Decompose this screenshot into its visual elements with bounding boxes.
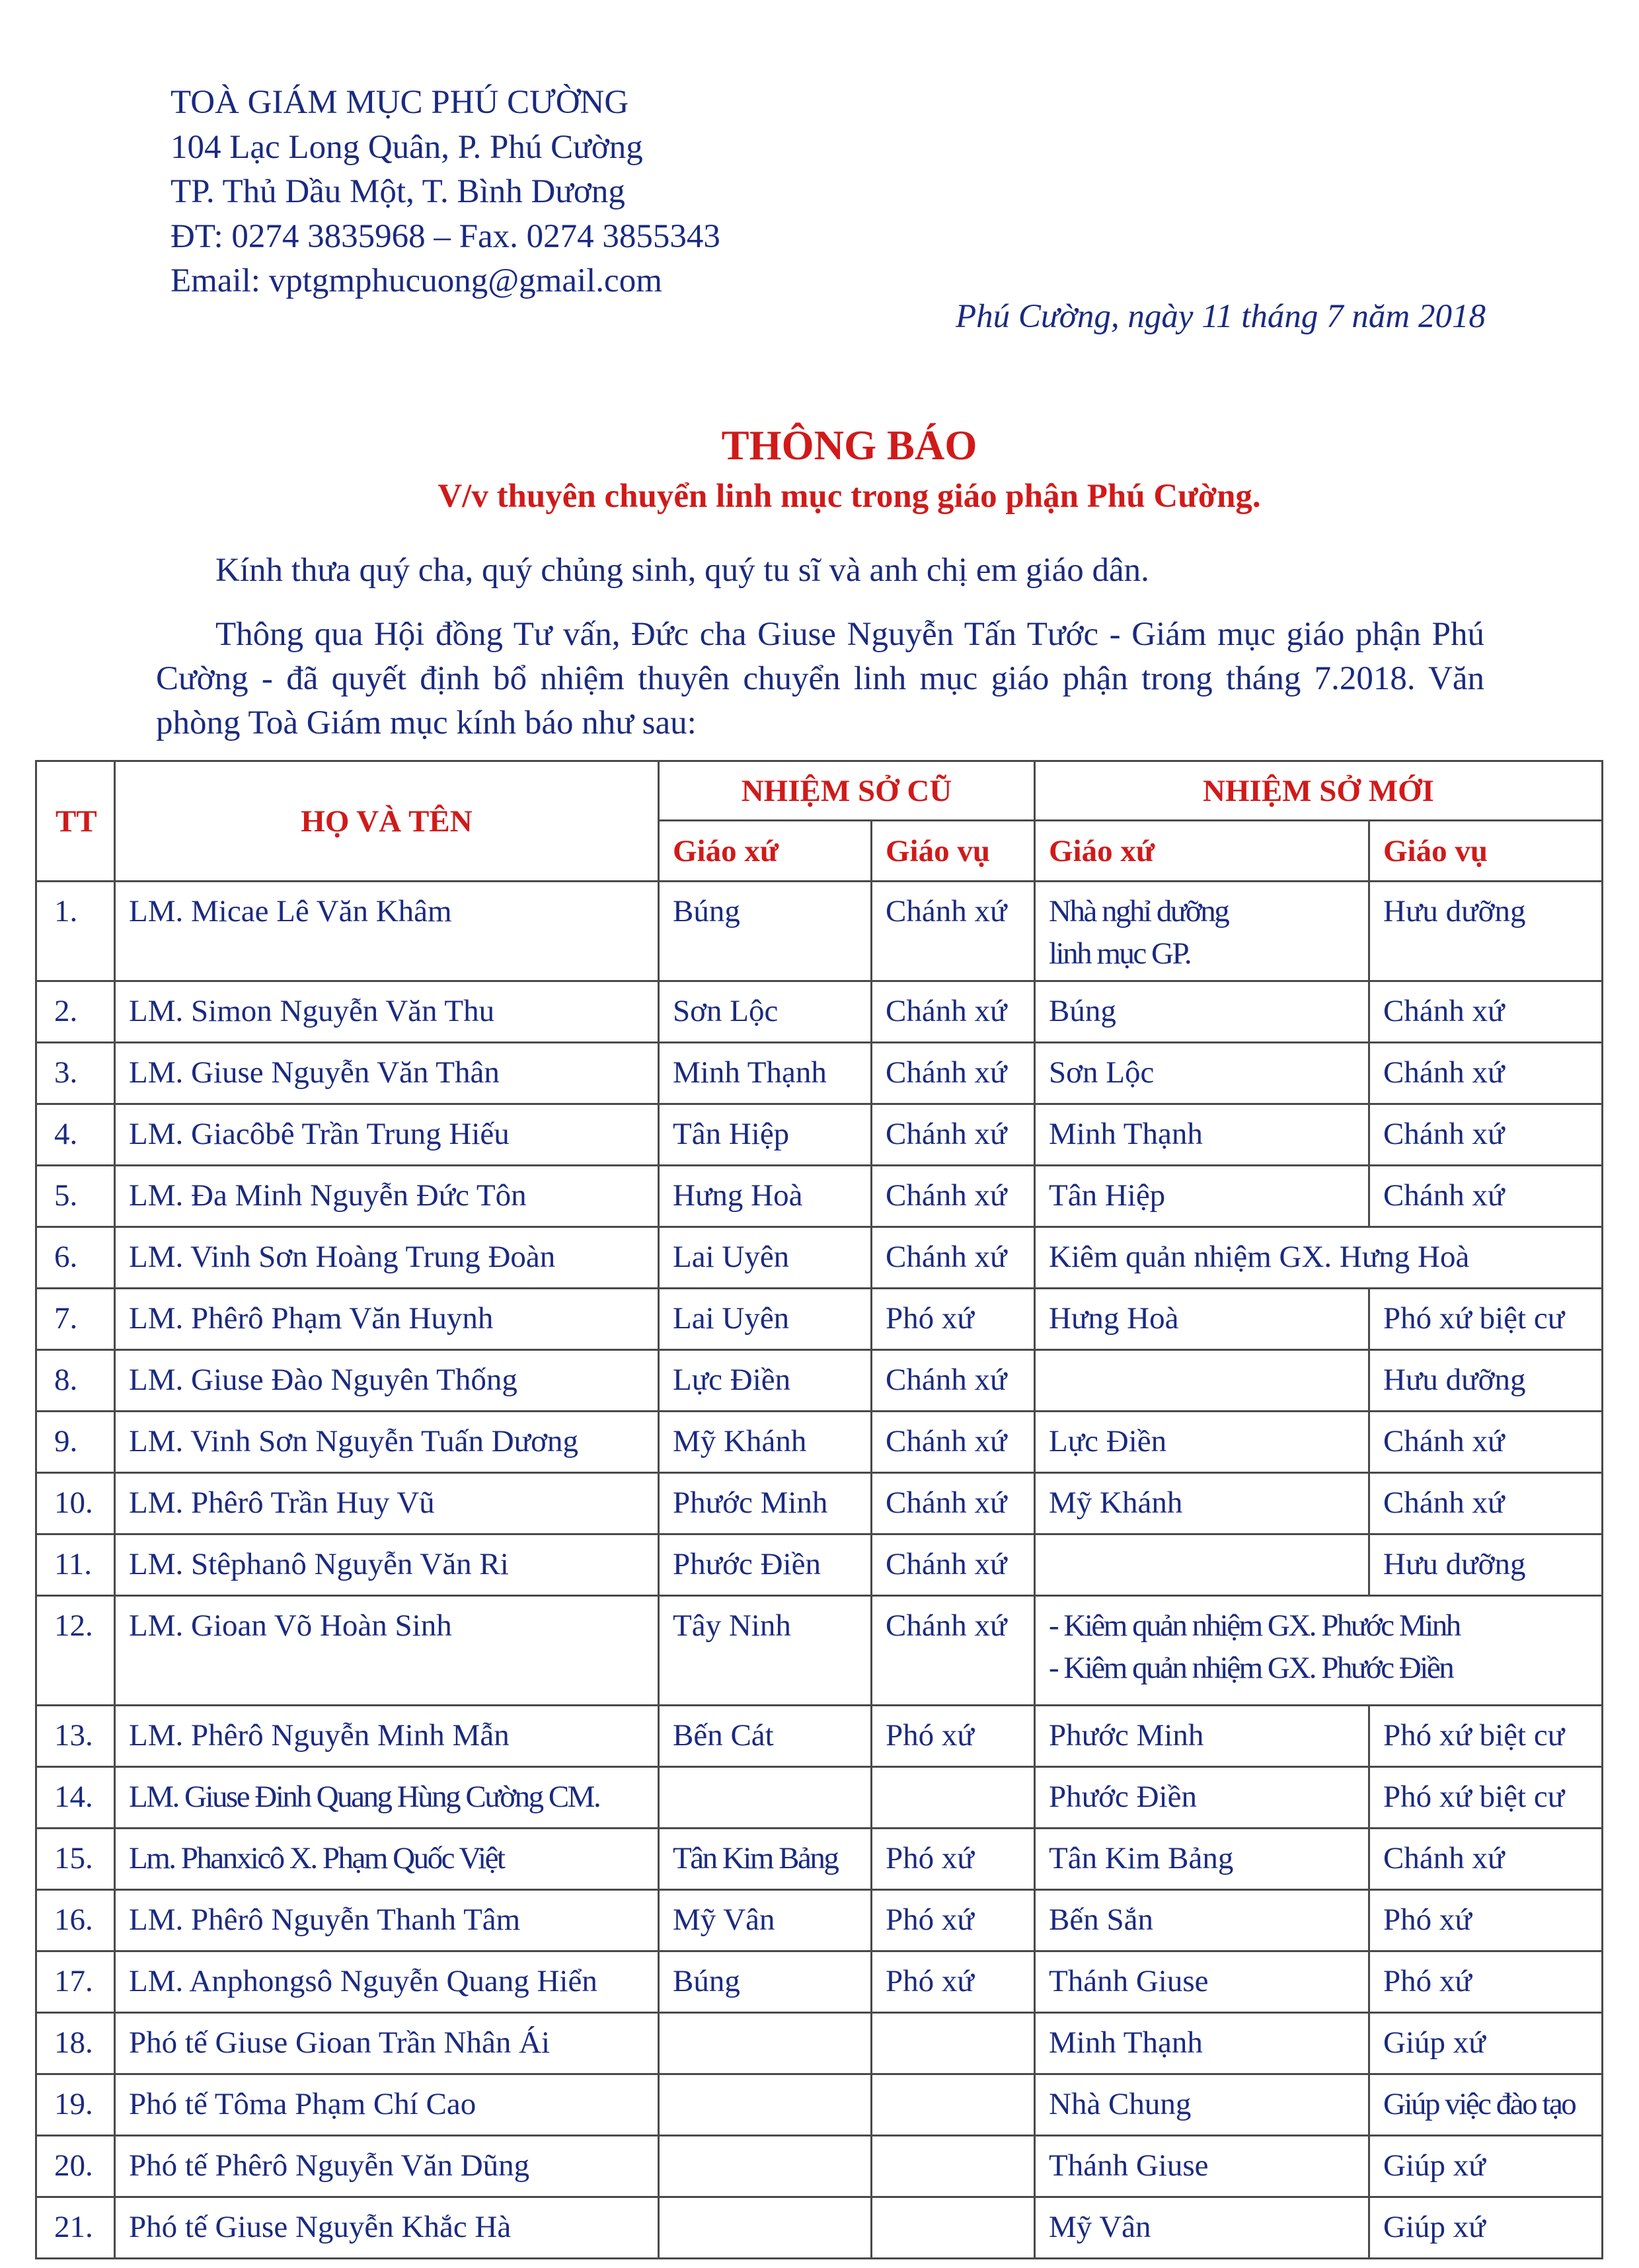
row-number: 21.	[36, 2197, 115, 2259]
row-number: 5.	[36, 1166, 115, 1227]
old-role: Phó xứ	[872, 1289, 1035, 1350]
priest-name: Phó tế Tôma Phạm Chí Cao	[115, 2074, 659, 2136]
new-role: Giúp việc đào tạo	[1369, 2074, 1603, 2136]
priest-name: Phó tế Giuse Gioan Trần Nhân Ái	[115, 2013, 659, 2074]
new-parish: Mỹ Khánh	[1035, 1473, 1369, 1534]
new-parish	[1035, 1534, 1369, 1596]
old-role	[872, 1767, 1035, 1829]
old-parish: Bến Cát	[659, 1706, 872, 1767]
row-number: 2.	[36, 981, 115, 1043]
table-row	[36, 1829, 1603, 1890]
priest-name: LM. Phêrô Phạm Văn Huynh	[115, 1289, 659, 1350]
old-role: Chánh xứ	[872, 1473, 1035, 1534]
priest-name: LM. Giuse Đinh Quang Hùng Cường CM.	[115, 1767, 659, 1829]
table-row	[36, 2197, 1603, 2259]
priest-name: LM. Simon Nguyễn Văn Thu	[115, 981, 659, 1043]
old-parish: Búng	[659, 882, 872, 981]
intro-paragraph: Thông qua Hội đồng Tư vấn, Đức cha Giuse Nguyễn Tấn Tước - Giám mục giáo phận Phú Cường - đã quyết định bổ nhiệm thuyên chuyển linh mục giáo phận trong tháng 7.2018. Văn phòng Toà Giám mục kính báo như sau:	[156, 616, 1484, 741]
priest-name: LM. Micae Lê Văn Khâm	[115, 882, 659, 981]
new-role: Phó xứ biệt cư	[1369, 1706, 1603, 1767]
priest-name: LM. Vinh Sơn Nguyễn Tuấn Dương	[115, 1412, 659, 1473]
row-number: 7.	[36, 1289, 115, 1350]
assignment-table	[35, 760, 1603, 2259]
new-parish: Búng	[1035, 981, 1369, 1043]
new-parish	[1035, 882, 1369, 981]
old-role: Chánh xứ	[872, 1227, 1035, 1289]
old-role	[872, 2197, 1035, 2259]
old-role: Chánh xứ	[872, 1350, 1035, 1412]
diocese-address: 104 Lạc Long Quân, P. Phú Cường	[171, 128, 643, 166]
priest-name: Phó tế Giuse Nguyễn Khắc Hà	[115, 2197, 659, 2259]
new-parish-line: linh mục GP.	[1049, 936, 1191, 971]
table-row	[36, 2074, 1603, 2136]
document-title: THÔNG BÁO	[721, 422, 977, 469]
new-parish: Thánh Giuse	[1035, 2136, 1369, 2197]
col-header-new-assignment: NHIỆM SỞ MỚI	[1035, 761, 1603, 821]
row-number: 9.	[36, 1412, 115, 1473]
new-parish: Nhà Chung	[1035, 2074, 1369, 2136]
new-role: Chánh xứ	[1369, 981, 1603, 1043]
new-role: Chánh xứ	[1369, 1829, 1603, 1890]
old-role: Chánh xứ	[872, 981, 1035, 1043]
new-role: Hưu dưỡng	[1369, 1350, 1603, 1412]
old-role: Phó xứ	[872, 1951, 1035, 2013]
row-number: 16.	[36, 1890, 115, 1951]
row-number: 19.	[36, 2074, 115, 2136]
old-parish: Lai Uyên	[659, 1289, 872, 1350]
old-parish: Lai Uyên	[659, 1227, 872, 1289]
col-header-old-parish: Giáo xứ	[659, 821, 872, 882]
new-parish: Thánh Giuse	[1035, 1951, 1369, 2013]
old-parish: Mỹ Khánh	[659, 1412, 872, 1473]
old-role: Chánh xứ	[872, 1043, 1035, 1104]
new-parish: Mỹ Vân	[1035, 2197, 1369, 2259]
old-role: Chánh xứ	[872, 1596, 1035, 1706]
old-role	[872, 2074, 1035, 2136]
old-role	[872, 2136, 1035, 2197]
new-role: Chánh xứ	[1369, 1166, 1603, 1227]
old-parish	[659, 1767, 872, 1829]
row-number: 17.	[36, 1951, 115, 2013]
new-role: Chánh xứ	[1369, 1104, 1603, 1166]
new-role: Hưu dưỡng	[1369, 1534, 1603, 1596]
col-header-old-assignment: NHIỆM SỞ CŨ	[659, 761, 1035, 821]
old-parish: Minh Thạnh	[659, 1043, 872, 1104]
table-row	[36, 1951, 1603, 2013]
new-parish	[1035, 1350, 1369, 1412]
priest-name: LM. Giuse Nguyễn Văn Thân	[115, 1043, 659, 1104]
priest-name: LM. Đa Minh Nguyễn Đức Tôn	[115, 1166, 659, 1227]
old-parish	[659, 2074, 872, 2136]
new-role: Phó xứ	[1369, 1951, 1603, 2013]
table-row	[36, 1706, 1603, 1767]
col-header-name: HỌ VÀ TÊN	[115, 761, 659, 882]
table-row	[36, 1104, 1603, 1166]
priest-name: LM. Anphongsô Nguyễn Quang Hiển	[115, 1951, 659, 2013]
diocese-phone-fax: ĐT: 0274 3835968 – Fax. 0274 3855343	[171, 217, 720, 255]
new-parish: Hưng Hoà	[1035, 1289, 1369, 1350]
document-date: Phú Cường, ngày 11 tháng 7 năm 2018	[955, 298, 1486, 335]
old-role: Chánh xứ	[872, 1534, 1035, 1596]
table-row	[36, 1767, 1603, 1829]
col-header-new-role: Giáo vụ	[1369, 821, 1603, 882]
old-parish: Sơn Lộc	[659, 981, 872, 1043]
diocese-header	[171, 81, 720, 304]
old-role: Chánh xứ	[872, 1412, 1035, 1473]
new-role: Giúp xứ	[1369, 2136, 1603, 2197]
new-role: Phó xứ biệt cư	[1369, 1289, 1603, 1350]
col-header-old-role: Giáo vụ	[872, 821, 1035, 882]
new-role: Giúp xứ	[1369, 2013, 1603, 2074]
old-role: Chánh xứ	[872, 1166, 1035, 1227]
diocese-city: TP. Thủ Dầu Một, T. Bình Dương	[171, 173, 625, 210]
priest-name: Phó tế Phêrô Nguyễn Văn Dũng	[115, 2136, 659, 2197]
document-subtitle: V/v thuyên chuyển linh mục trong giáo phận Phú Cường.	[438, 478, 1261, 515]
new-parish: Phước Minh	[1035, 1706, 1369, 1767]
old-parish: Hưng Hoà	[659, 1166, 872, 1227]
row-number: 15.	[36, 1829, 115, 1890]
new-role: Hưu dưỡng	[1369, 882, 1603, 981]
old-role: Chánh xứ	[872, 1104, 1035, 1166]
row-number: 3.	[36, 1043, 115, 1104]
old-parish: Tân Kim Bảng	[659, 1829, 872, 1890]
table-row	[36, 1596, 1603, 1706]
old-parish: Búng	[659, 1951, 872, 2013]
new-role: Chánh xứ	[1369, 1412, 1603, 1473]
col-header-tt: TT	[36, 761, 115, 882]
priest-name: LM. Phêrô Trần Huy Vũ	[115, 1473, 659, 1534]
new-assignment-line: - Kiêm quản nhiệm GX. Phước Điền	[1049, 1651, 1453, 1685]
row-number: 10.	[36, 1473, 115, 1534]
old-role: Phó xứ	[872, 1706, 1035, 1767]
table-row	[36, 981, 1603, 1043]
new-role: Phó xứ	[1369, 1890, 1603, 1951]
old-role: Phó xứ	[872, 1890, 1035, 1951]
diocese-email: Email: vptgmphucuong@gmail.com	[171, 262, 662, 299]
old-parish: Tân Hiệp	[659, 1104, 872, 1166]
priest-name: LM. Phêrô Nguyễn Thanh Tâm	[115, 1890, 659, 1951]
priest-name: Lm. Phanxicô X. Phạm Quốc Việt	[115, 1829, 659, 1890]
row-number: 4.	[36, 1104, 115, 1166]
old-parish	[659, 2136, 872, 2197]
new-parish: Bến Sắn	[1035, 1890, 1369, 1951]
row-number: 18.	[36, 2013, 115, 2074]
row-number: 11.	[36, 1534, 115, 1596]
old-parish: Phước Điền	[659, 1534, 872, 1596]
old-parish: Phước Minh	[659, 1473, 872, 1534]
old-parish	[659, 2197, 872, 2259]
priest-name: LM. Vinh Sơn Hoàng Trung Đoàn	[115, 1227, 659, 1289]
table-row	[36, 1412, 1603, 1473]
old-parish: Lực Điền	[659, 1350, 872, 1412]
row-number: 1.	[36, 882, 115, 981]
old-role: Chánh xứ	[872, 882, 1035, 981]
new-parish: Tân Hiệp	[1035, 1166, 1369, 1227]
priest-name: LM. Giacôbê Trần Trung Hiếu	[115, 1104, 659, 1166]
old-parish	[659, 2013, 872, 2074]
priest-name: LM. Giuse Đào Nguyên Thống	[115, 1350, 659, 1412]
table-row	[36, 1534, 1603, 1596]
table-row	[36, 1227, 1603, 1289]
table-row	[36, 1043, 1603, 1104]
new-role: Chánh xứ	[1369, 1043, 1603, 1104]
table-row	[36, 882, 1603, 981]
table-row	[36, 1166, 1603, 1227]
table-row	[36, 2136, 1603, 2197]
row-number: 20.	[36, 2136, 115, 2197]
new-parish: Minh Thạnh	[1035, 1104, 1369, 1166]
new-parish: Sơn Lộc	[1035, 1043, 1369, 1104]
old-parish: Mỹ Vân	[659, 1890, 872, 1951]
greeting-paragraph: Kính thưa quý cha, quý chủng sinh, quý tu sĩ và anh chị em giáo dân.	[215, 552, 1149, 589]
priest-name: LM. Stêphanô Nguyễn Văn Ri	[115, 1534, 659, 1596]
col-header-new-parish: Giáo xứ	[1035, 821, 1369, 882]
row-number: 14.	[36, 1767, 115, 1829]
new-parish-line: Nhà nghỉ dưỡng	[1049, 894, 1229, 928]
old-role: Phó xứ	[872, 1829, 1035, 1890]
table-row	[36, 1890, 1603, 1951]
diocese-name: TOÀ GIÁM MỤC PHÚ CƯỜNG	[171, 84, 629, 121]
new-role: Phó xứ biệt cư	[1369, 1767, 1603, 1829]
table-row	[36, 1350, 1603, 1412]
row-number: 12.	[36, 1596, 115, 1706]
new-parish: Tân Kim Bảng	[1035, 1829, 1369, 1890]
new-parish: Minh Thạnh	[1035, 2013, 1369, 2074]
priest-name: LM. Gioan Võ Hoàn Sinh	[115, 1596, 659, 1706]
new-assignment-note: Kiêm quản nhiệm GX. Hưng Hoà	[1035, 1227, 1603, 1289]
row-number: 6.	[36, 1227, 115, 1289]
new-role: Giúp xứ	[1369, 2197, 1603, 2259]
new-assignment-line: - Kiêm quản nhiệm GX. Phước Minh	[1049, 1608, 1460, 1643]
table-row	[36, 2013, 1603, 2074]
new-role: Chánh xứ	[1369, 1473, 1603, 1534]
old-role	[872, 2013, 1035, 2074]
row-number: 13.	[36, 1706, 115, 1767]
table-row	[36, 1473, 1603, 1534]
priest-name: LM. Phêrô Nguyễn Minh Mẫn	[115, 1706, 659, 1767]
new-assignment-note	[1035, 1596, 1603, 1706]
new-parish: Phước Điền	[1035, 1767, 1369, 1829]
row-number: 8.	[36, 1350, 115, 1412]
new-parish: Lực Điền	[1035, 1412, 1369, 1473]
table-row	[36, 1289, 1603, 1350]
old-parish: Tây Ninh	[659, 1596, 872, 1706]
